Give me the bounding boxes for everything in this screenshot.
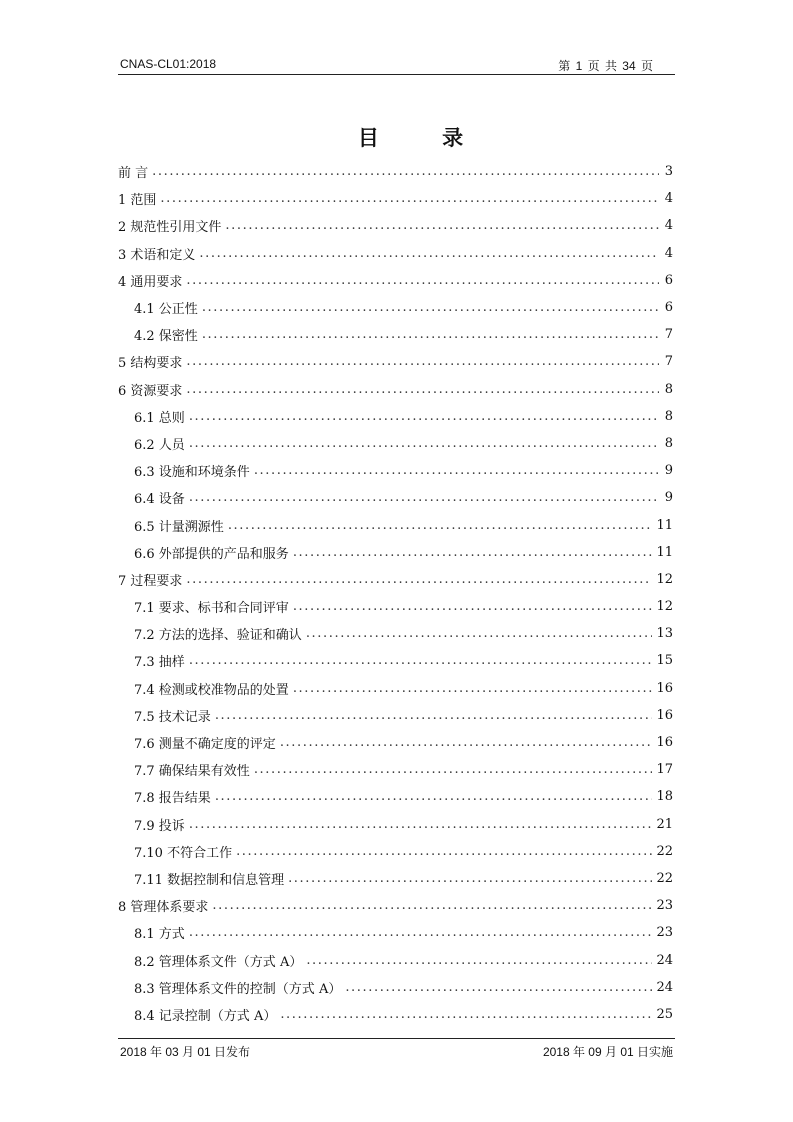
publish-date: 2018 年 03 月 01 日发布 — [120, 1045, 251, 1059]
toc-leader-dots — [189, 925, 653, 940]
toc-entry-label: 7.1 要求、标书和合同评审 — [134, 601, 289, 617]
toc-entry[interactable] — [118, 158, 673, 185]
toc-leader-dots — [189, 653, 653, 668]
toc-entry[interactable] — [118, 647, 673, 674]
toc-entry[interactable] — [118, 865, 673, 892]
toc-entry-page: 11 — [656, 544, 673, 560]
toc-leader-dots — [160, 191, 659, 206]
toc-leader-dots — [306, 626, 653, 641]
toc-entry-page: 23 — [656, 925, 673, 941]
toc-entry-page: 9 — [664, 463, 673, 479]
toc-leader-dots — [189, 490, 659, 505]
toc-entry[interactable] — [118, 702, 673, 729]
toc-entry-page: 16 — [656, 707, 673, 723]
toc-entry-label: 4.2 保密性 — [134, 329, 198, 345]
toc-entry-label: 前 言 — [118, 166, 149, 182]
toc-leader-dots — [202, 300, 659, 315]
toc-entry-label: 7.10 不符合工作 — [134, 845, 233, 861]
toc-entry[interactable] — [118, 267, 673, 294]
toc-leader-dots — [202, 327, 659, 342]
toc-entry-page: 16 — [656, 680, 673, 696]
table-of-contents — [118, 158, 673, 1028]
toc-leader-dots — [215, 789, 653, 804]
toc-leader-dots — [254, 762, 653, 777]
toc-entry-label: 8.2 管理体系文件（方式 A） — [134, 954, 303, 970]
toc-entry[interactable] — [118, 675, 673, 702]
toc-leader-dots — [199, 246, 659, 261]
toc-entry-page: 4 — [664, 191, 673, 207]
toc-entry-label: 4.1 公正性 — [134, 302, 198, 318]
page-footer — [118, 1038, 675, 1059]
toc-entry-page: 12 — [656, 599, 673, 615]
toc-entry-page: 24 — [656, 952, 673, 968]
document-code: CNAS-CL01:2018 — [120, 57, 217, 71]
toc-entry-label: 8.4 记录控制（方式 A） — [134, 1008, 277, 1024]
toc-entry-page: 11 — [656, 517, 673, 533]
toc-leader-dots — [152, 164, 659, 179]
toc-leader-dots — [228, 518, 653, 533]
toc-entry-label: 3 术语和定义 — [118, 247, 196, 263]
toc-entry-page: 21 — [656, 816, 673, 832]
toc-leader-dots — [293, 599, 653, 614]
toc-entry[interactable] — [118, 484, 673, 511]
toc-leader-dots — [293, 545, 653, 560]
toc-entry[interactable] — [118, 1001, 673, 1028]
toc-entry[interactable] — [118, 892, 673, 919]
toc-entry-label: 7.2 方法的选择、验证和确认 — [134, 628, 302, 644]
toc-entry-label: 7.3 抽样 — [134, 655, 185, 671]
toc-title: 目 录 — [357, 125, 492, 150]
toc-leader-dots — [189, 436, 659, 451]
toc-entry[interactable] — [118, 566, 673, 593]
toc-entry-label: 8.1 方式 — [134, 927, 185, 943]
toc-entry-label: 6 资源要求 — [118, 383, 183, 399]
toc-entry[interactable] — [118, 348, 673, 375]
toc-leader-dots — [306, 953, 652, 968]
toc-entry[interactable] — [118, 539, 673, 566]
toc-entry-label: 7 过程要求 — [118, 573, 183, 589]
toc-entry[interactable] — [118, 511, 673, 538]
toc-entry-label: 6.3 设施和环境条件 — [134, 465, 250, 481]
toc-entry-page: 7 — [664, 327, 673, 343]
page-header — [118, 54, 675, 75]
toc-entry-label: 7.11 数据控制和信息管理 — [134, 872, 285, 888]
toc-entry-page: 4 — [664, 245, 673, 261]
toc-entry-page: 6 — [664, 300, 673, 316]
toc-entry-page: 6 — [664, 272, 673, 288]
toc-entry-label: 7.8 报告结果 — [134, 791, 211, 807]
toc-entry[interactable] — [118, 430, 673, 457]
toc-entry-label: 4 通用要求 — [118, 274, 183, 290]
toc-entry[interactable] — [118, 756, 673, 783]
toc-leader-dots — [186, 354, 659, 369]
effective-date: 2018 年 09 月 01 日实施 — [542, 1045, 673, 1059]
toc-leader-dots — [186, 572, 652, 587]
toc-entry[interactable] — [118, 240, 673, 267]
toc-entry-page: 8 — [664, 381, 673, 397]
toc-entry-page: 22 — [656, 843, 673, 859]
toc-entry[interactable] — [118, 919, 673, 946]
toc-leader-dots — [186, 273, 659, 288]
toc-entry[interactable] — [118, 457, 673, 484]
toc-entry-page: 18 — [656, 789, 673, 805]
toc-entry-page: 8 — [664, 435, 673, 451]
toc-entry-label: 6.1 总则 — [134, 410, 185, 426]
toc-entry-label: 7.4 检测或校准物品的处置 — [134, 682, 289, 698]
toc-entry-page: 8 — [664, 408, 673, 424]
toc-entry-page: 3 — [664, 164, 673, 180]
toc-entry-page: 22 — [656, 870, 673, 886]
toc-entry[interactable] — [118, 321, 673, 348]
toc-entry[interactable] — [118, 403, 673, 430]
toc-entry[interactable] — [118, 185, 673, 212]
toc-entry[interactable] — [118, 838, 673, 865]
toc-entry[interactable] — [118, 729, 673, 756]
toc-leader-dots — [189, 817, 653, 832]
toc-entry-page: 9 — [664, 490, 673, 506]
toc-entry-label: 8.3 管理体系文件的控制（方式 A） — [134, 981, 342, 997]
toc-entry-label: 7.6 测量不确定度的评定 — [134, 737, 276, 753]
toc-entry-label: 2 规范性引用文件 — [118, 220, 222, 236]
toc-entry-label: 8 管理体系要求 — [118, 900, 209, 916]
toc-entry[interactable] — [118, 946, 673, 973]
toc-leader-dots — [236, 844, 652, 859]
toc-entry[interactable] — [118, 294, 673, 321]
toc-entry-label: 1 范围 — [118, 193, 157, 209]
toc-entry-label: 6.6 外部提供的产品和服务 — [134, 546, 289, 562]
toc-entry[interactable] — [118, 593, 673, 620]
toc-entry[interactable] — [118, 783, 673, 810]
toc-leader-dots — [254, 463, 659, 478]
page-number-info: 第 1 页 共 34 页 — [558, 59, 653, 73]
toc-entry-page: 16 — [656, 735, 673, 751]
toc-leader-dots — [288, 871, 652, 886]
toc-leader-dots — [280, 1007, 652, 1022]
toc-entry-label: 7.5 技术记录 — [134, 709, 211, 725]
toc-entry[interactable] — [118, 811, 673, 838]
toc-entry-page: 7 — [664, 354, 673, 370]
toc-entry[interactable] — [118, 212, 673, 239]
toc-entry-label: 6.4 设备 — [134, 492, 185, 508]
toc-entry-label: 5 结构要求 — [118, 356, 183, 372]
toc-entry-label: 6.2 人员 — [134, 437, 185, 453]
toc-leader-dots — [186, 382, 659, 397]
toc-leader-dots — [293, 681, 653, 696]
toc-leader-dots — [225, 218, 659, 233]
toc-leader-dots — [215, 708, 653, 723]
toc-entry-page: 25 — [656, 1006, 673, 1022]
toc-entry[interactable] — [118, 376, 673, 403]
toc-entry-page: 13 — [656, 626, 673, 642]
toc-entry-page: 15 — [656, 653, 673, 669]
toc-entry-page: 23 — [656, 898, 673, 914]
toc-entry-page: 17 — [656, 762, 673, 778]
toc-entry[interactable] — [118, 620, 673, 647]
toc-entry-label: 6.5 计量溯源性 — [134, 519, 224, 535]
toc-leader-dots — [212, 898, 652, 913]
toc-entry-page: 4 — [664, 218, 673, 234]
toc-entry-page: 24 — [656, 979, 673, 995]
toc-entry-label: 7.9 投诉 — [134, 818, 185, 834]
toc-leader-dots — [280, 735, 653, 750]
toc-entry-page: 12 — [656, 571, 673, 587]
toc-leader-dots — [345, 980, 652, 995]
toc-entry-label: 7.7 确保结果有效性 — [134, 764, 250, 780]
toc-entry[interactable] — [118, 974, 673, 1001]
toc-leader-dots — [189, 409, 659, 424]
